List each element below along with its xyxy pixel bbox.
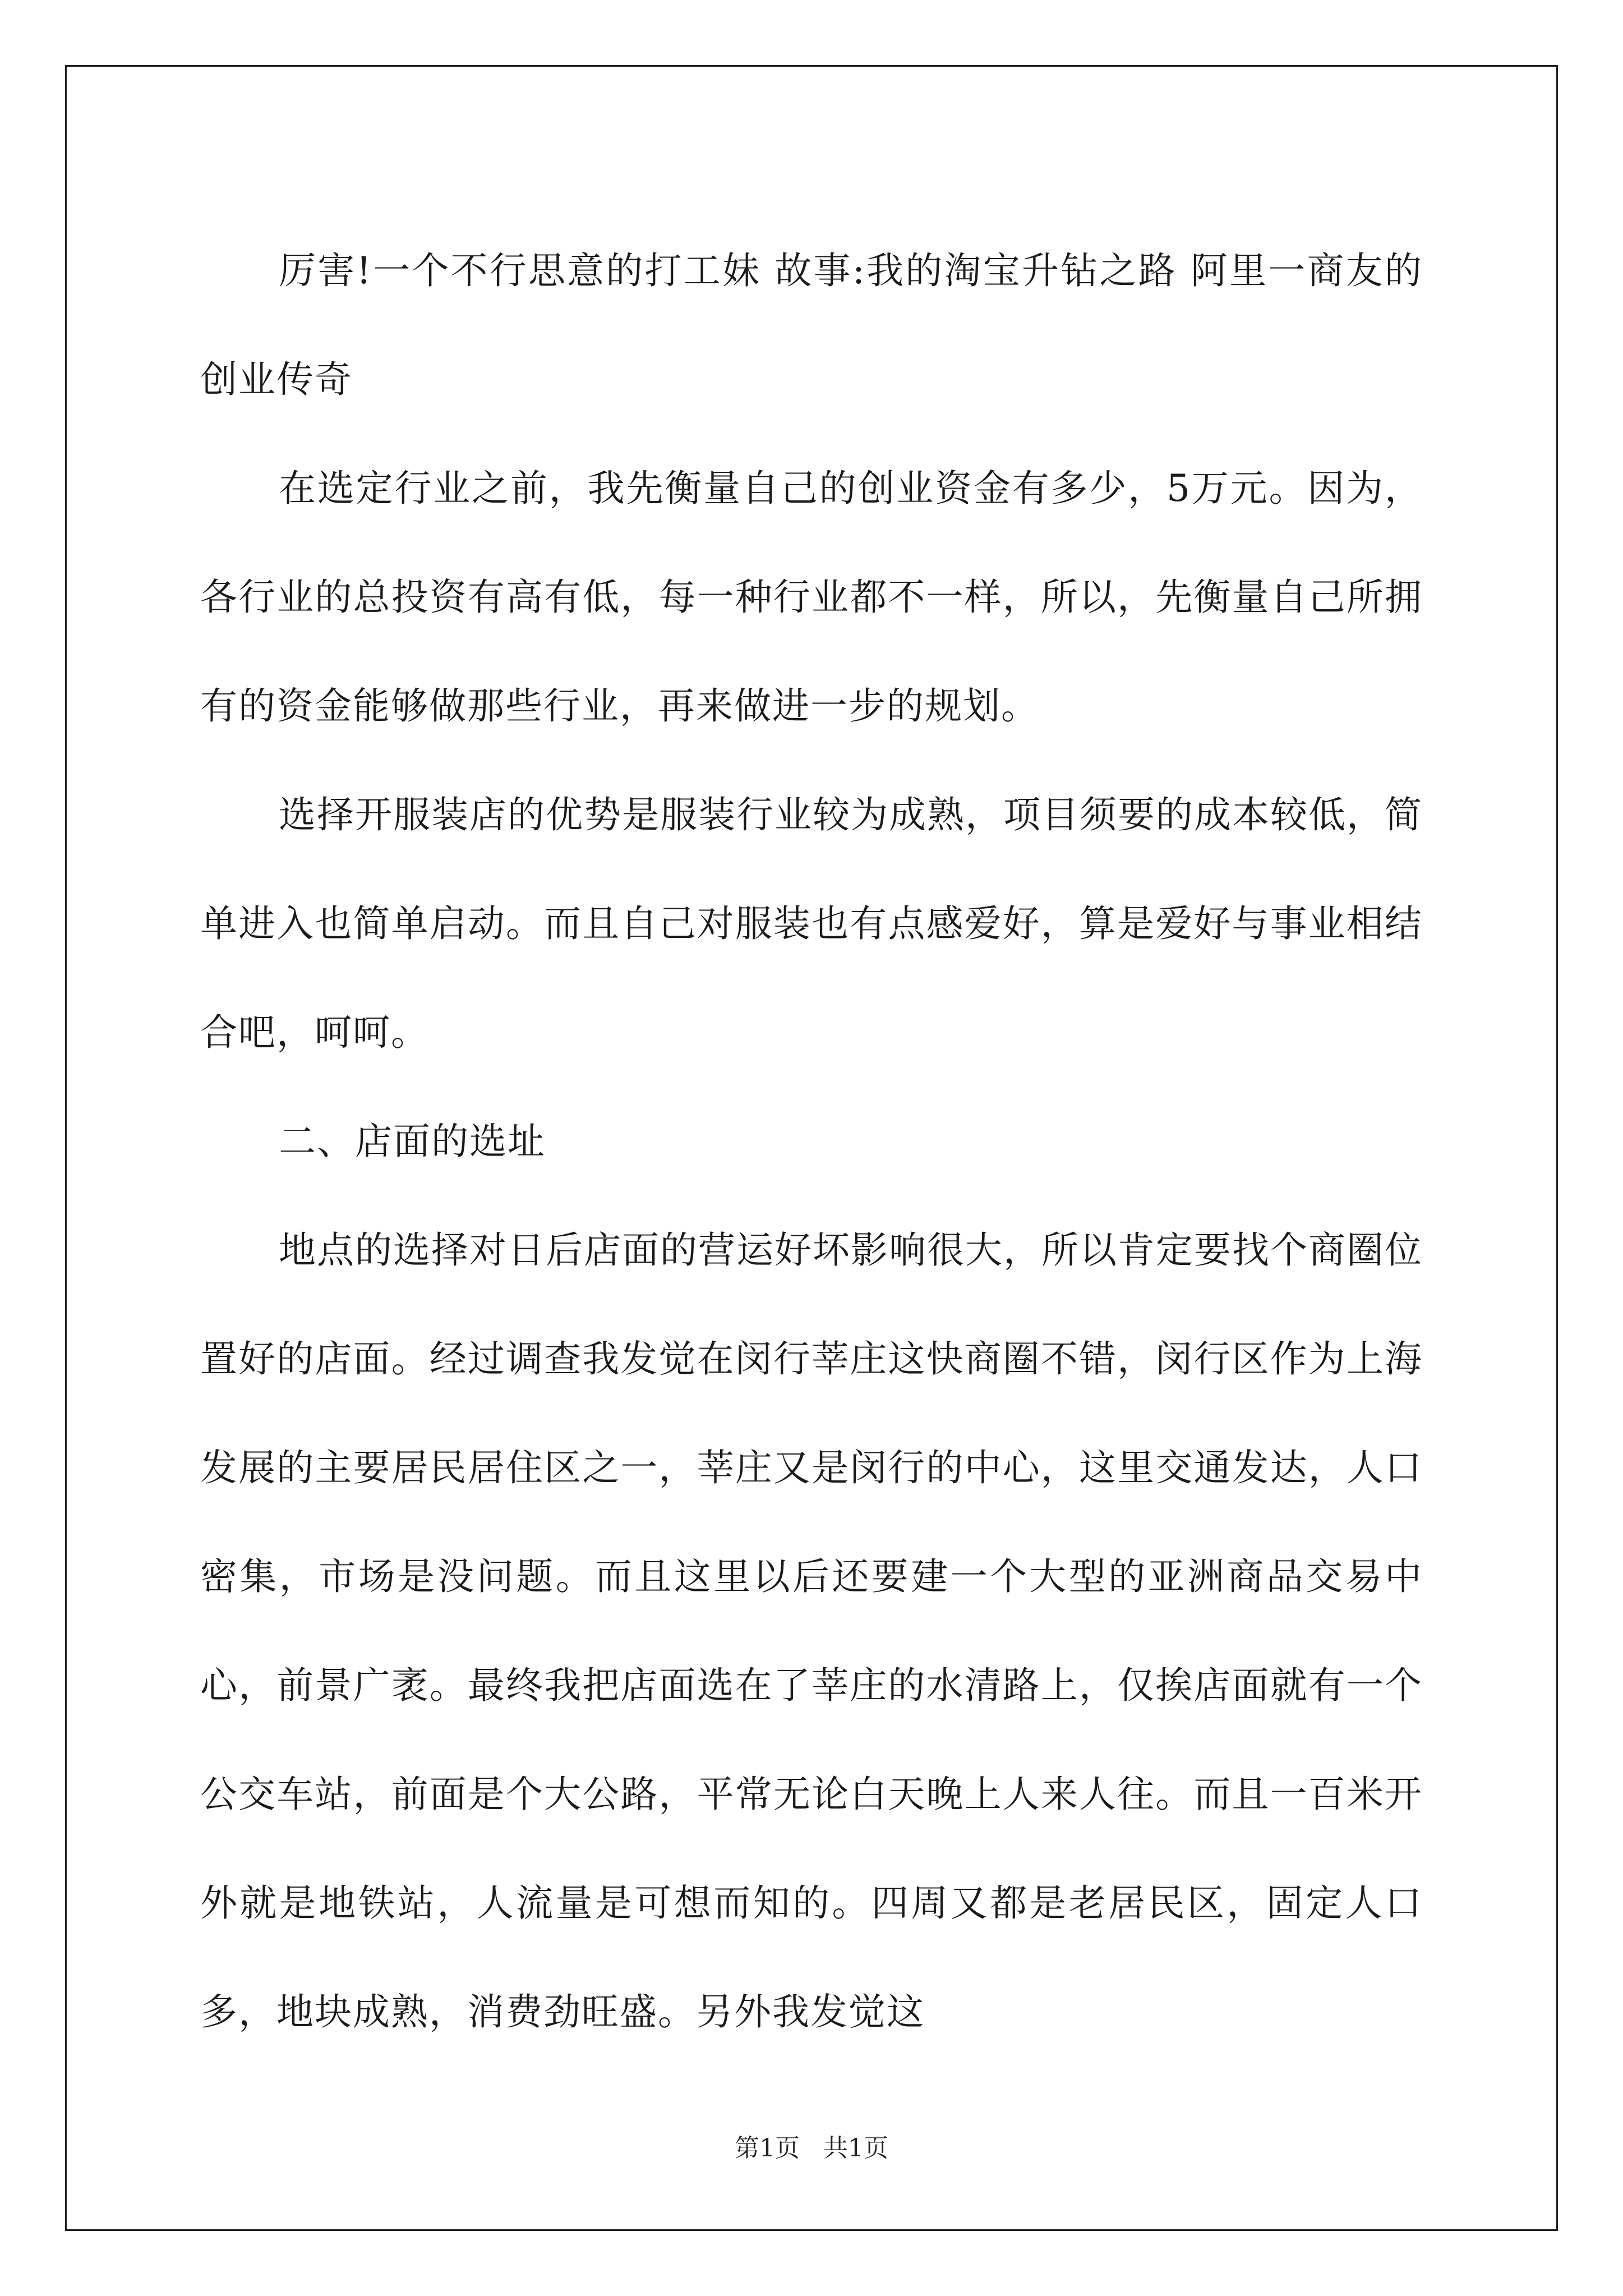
page-footer [0, 2132, 1623, 2165]
document-body [200, 217, 1423, 2067]
paragraph-title-line: 厉害!一个不行思意的打工妹 故事:我的淘宝升钻之路 阿里一商友的创业传奇 [200, 249, 1423, 401]
section-heading-location: 二、店面的选址 [279, 1120, 546, 1163]
paragraph-clothing-store: 选择开服装店的优势是服装行业较为成熟，项目须要的成本较低，简单进入也简单启动。而且自己对服装也有点感爱好，算是爱好与事业相结合吧，呵呵。 [200, 793, 1423, 1054]
total-pages: 共1页 [823, 2134, 888, 2162]
page-number: 第1页 [735, 2134, 800, 2162]
paragraph-location-choice: 地点的选择对日后店面的营运好坏影响很大，所以肯定要找个商圈位置好的店面。经过调查我发觉在闵行莘庄这快商圈不错，闵行区作为上海发展的主要居民居住区之一，莘庄又是闵行的中心，这里交通发达，人口密集，市场是没问题。而且这里以后还要建一个大型的亚洲商品交易中心，前景广袤。最终我把店面选在了莘庄的水清路上，仅挨店面就有一个公交车站，前面是个大公路，平常无论白天晚上人来人往。而且一百米开外就是地铁站，人流量是可想而知的。四周又都是老居民区，固定人口多，地块成熟，消费劲旺盛。另外我发觉这 [200, 1228, 1423, 2033]
paragraph-funding: 在选定行业之前，我先衡量自己的创业资金有多少，5万元。因为，各行业的总投资有高有低，每一种行业都不一样，所以，先衡量自己所拥有的资金能够做那些行业，再来做进一步的规划。 [200, 467, 1423, 728]
